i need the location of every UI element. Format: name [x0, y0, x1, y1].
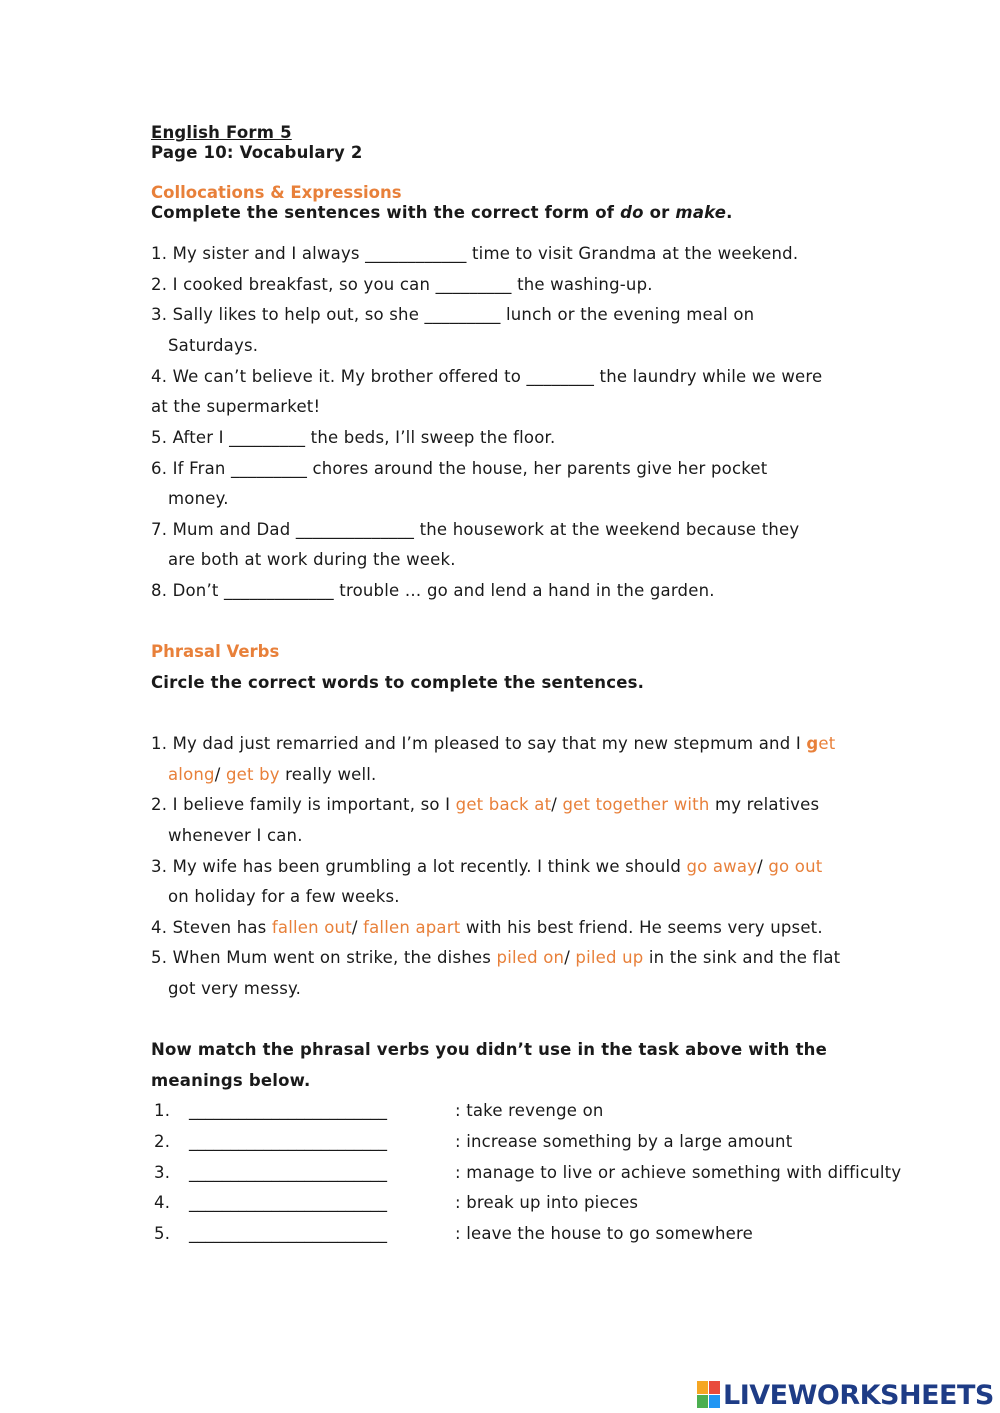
worksheet-title: English Form 5	[151, 123, 292, 142]
answer-option-get-by[interactable]: get by	[225, 765, 280, 784]
question-text: 1. My dad just remarried and I’m pleased to say that my new stepmum and I	[151, 734, 807, 753]
match-meaning: : manage to live or achieve something with difficulty	[455, 1163, 902, 1182]
collocation-line: 6. If Fran _________ chores around the house, her parents give her pocket	[151, 459, 768, 478]
answer-option-get-together-with[interactable]: get together with	[562, 795, 710, 814]
phrasal-question-5	[151, 948, 840, 968]
match-answer-blank[interactable]: ________________________	[189, 1132, 387, 1151]
match-meaning: : increase something by a large amount	[455, 1132, 793, 1151]
match-answer-blank[interactable]: ________________________	[189, 1193, 387, 1212]
question-text: in the sink and the flat	[643, 948, 841, 967]
matching-instruction-line2: meanings below.	[151, 1071, 311, 1090]
phrasal-question-3-line2: on holiday for a few weeks.	[168, 887, 400, 906]
answer-option-get-along-end[interactable]: along	[168, 765, 215, 784]
phrasal-verbs-instruction: Circle the correct words to complete the sentences.	[151, 673, 645, 692]
match-answer-blank[interactable]: ________________________	[189, 1224, 387, 1243]
collocation-line: 7. Mum and Dad ______________ the housework at the weekend because they	[151, 520, 800, 539]
match-number: 4.	[154, 1193, 171, 1212]
collocation-line: 8. Don’t _____________ trouble … go and lend a hand in the garden.	[151, 581, 715, 600]
collocations-heading: Collocations & Expressions	[151, 183, 402, 202]
phrasal-question-4	[151, 918, 823, 938]
instruction-make: make	[675, 203, 727, 222]
logo-text: LIVEWORKSHEETS	[723, 1379, 994, 1411]
match-meaning: : break up into pieces	[455, 1193, 639, 1212]
phrasal-question-3	[151, 857, 822, 877]
logo-block	[709, 1395, 720, 1408]
collocation-line: 4. We can’t believe it. My brother offered to ________ the laundry while we were	[151, 367, 823, 386]
answer-option-get-back-at[interactable]: get back at	[455, 795, 552, 814]
page-subtitle: Page 10: Vocabulary 2	[151, 143, 363, 162]
logo-block	[697, 1395, 708, 1408]
match-meaning: : leave the house to go somewhere	[455, 1224, 753, 1243]
instruction-end: .	[726, 203, 733, 222]
phrasal-question-2-line2: whenever I can.	[168, 826, 303, 845]
logo-block	[709, 1381, 720, 1394]
answer-option-piled-up[interactable]: piled up	[575, 948, 644, 967]
instruction-do: do	[620, 203, 644, 222]
option-separator: /	[551, 795, 563, 814]
collocation-line: 5. After I _________ the beds, I’ll sweep the floor.	[151, 428, 556, 447]
phrasal-question-2	[151, 795, 819, 815]
collocation-line: Saturdays.	[168, 336, 259, 355]
phrasal-question-1-line2	[168, 765, 377, 785]
question-text: 2. I believe family is important, so I	[151, 795, 456, 814]
phrasal-question-5-line2: got very messy.	[168, 979, 302, 998]
collocation-line: money.	[168, 489, 229, 508]
option-separator: /	[564, 948, 576, 967]
match-answer-blank[interactable]: ________________________	[189, 1163, 387, 1182]
answer-option-go-out[interactable]: go out	[768, 857, 823, 876]
answer-option-go-away[interactable]: go away	[686, 857, 758, 876]
answer-option-piled-on[interactable]: piled on	[496, 948, 565, 967]
liveworksheets-logo	[697, 1378, 994, 1412]
collocation-line: are both at work during the week.	[168, 550, 456, 569]
question-text: 5. When Mum went on strike, the dishes	[151, 948, 497, 967]
collocation-line: 2. I cooked breakfast, so you can _________ the washing-up.	[151, 275, 653, 294]
match-number: 5.	[154, 1224, 171, 1243]
logo-blocks-icon	[697, 1381, 721, 1409]
match-meaning: : take revenge on	[455, 1101, 604, 1120]
collocation-line: at the supermarket!	[151, 397, 321, 416]
match-number: 2.	[154, 1132, 171, 1151]
question-text: 3. My wife has been grumbling a lot recently. I think we should	[151, 857, 687, 876]
answer-option-get-along-start[interactable]: g	[806, 734, 819, 753]
question-text: my relatives	[709, 795, 820, 814]
phrasal-verbs-heading: Phrasal Verbs	[151, 642, 280, 661]
instruction-text: Complete the sentences with the correct form of	[151, 203, 621, 222]
match-number: 3.	[154, 1163, 171, 1182]
phrasal-question-1	[151, 734, 835, 754]
option-separator: /	[757, 857, 769, 876]
answer-option-fallen-apart[interactable]: fallen apart	[363, 918, 461, 937]
match-number: 1.	[154, 1101, 171, 1120]
answer-option-fallen-out[interactable]: fallen out	[271, 918, 352, 937]
collocation-line: 3. Sally likes to help out, so she _________ lunch or the evening meal on	[151, 305, 755, 324]
collocations-instruction	[151, 203, 733, 223]
question-text: with his best friend. He seems very upset.	[460, 918, 823, 937]
collocation-line: 1. My sister and I always ____________ time to visit Grandma at the weekend.	[151, 244, 799, 263]
option-separator: /	[351, 918, 364, 937]
option-separator: /	[214, 765, 226, 784]
answer-option-get-along[interactable]: et	[818, 734, 836, 753]
logo-block	[697, 1381, 708, 1394]
matching-instruction: Now match the phrasal verbs you didn’t use in the task above with the	[151, 1040, 827, 1059]
question-text: 4. Steven has	[151, 918, 272, 937]
match-answer-blank[interactable]: ________________________	[189, 1101, 387, 1120]
question-text: really well.	[279, 765, 377, 784]
instruction-or: or	[643, 203, 676, 222]
